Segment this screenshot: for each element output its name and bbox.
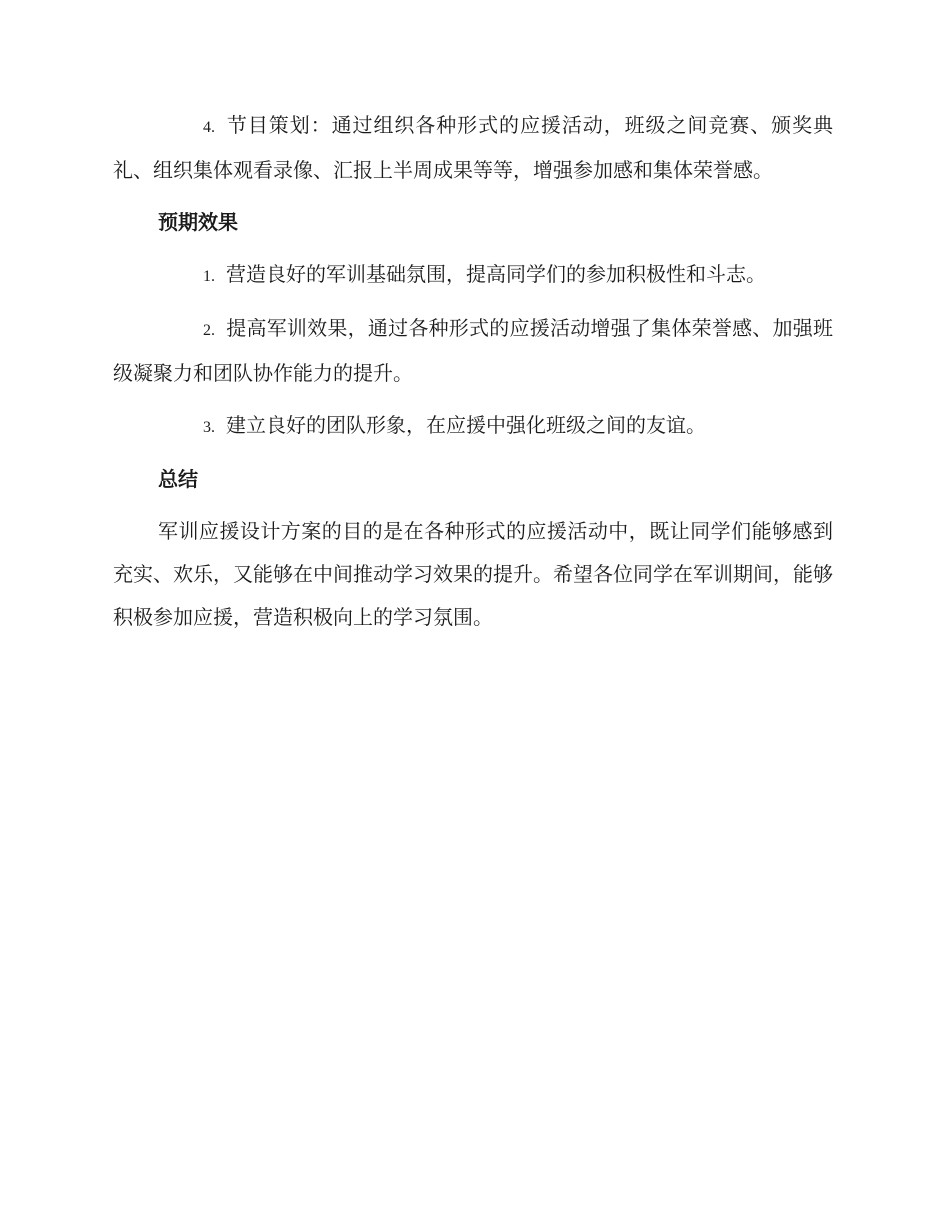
summary-paragraph: 军训应援设计方案的目的是在各种形式的应援活动中，既让同学们能够感到充实、欢乐，又能够在中间推动学习效果的提升。希望各位同学在军训期间，能够积极参加应援，营造积极向上的学习氛围。 — [113, 519, 833, 629]
list-number: 2. — [203, 322, 215, 339]
list-item-text: 建立良好的团队形象，在应援中强化班级之间的友谊。 — [226, 413, 706, 437]
list-item-text: 营造良好的军训基础氛围，提高同学们的参加积极性和斗志。 — [226, 262, 766, 286]
list-item-expected-2 — [113, 307, 833, 395]
list-item-program-planning — [113, 104, 833, 192]
document-page — [113, 104, 833, 648]
list-number: 3. — [203, 419, 215, 436]
section-heading-summary: 总结 — [158, 467, 198, 491]
section-heading-expected-effects: 预期效果 — [158, 210, 238, 234]
list-number: 1. — [203, 268, 215, 285]
list-item-expected-3 — [113, 404, 833, 449]
list-item-text: 节目策划：通过组织各种形式的应援活动，班级之间竞赛、颁奖典礼、组织集体观看录像、汇报上半周成果等等，增强参加感和集体荣誉感。 — [113, 113, 833, 182]
list-item-expected-1 — [113, 253, 833, 298]
list-number: 4. — [203, 119, 215, 136]
list-item-text: 提高军训效果，通过各种形式的应援活动增强了集体荣誉感、加强班级凝聚力和团队协作能力的提升。 — [113, 316, 833, 385]
